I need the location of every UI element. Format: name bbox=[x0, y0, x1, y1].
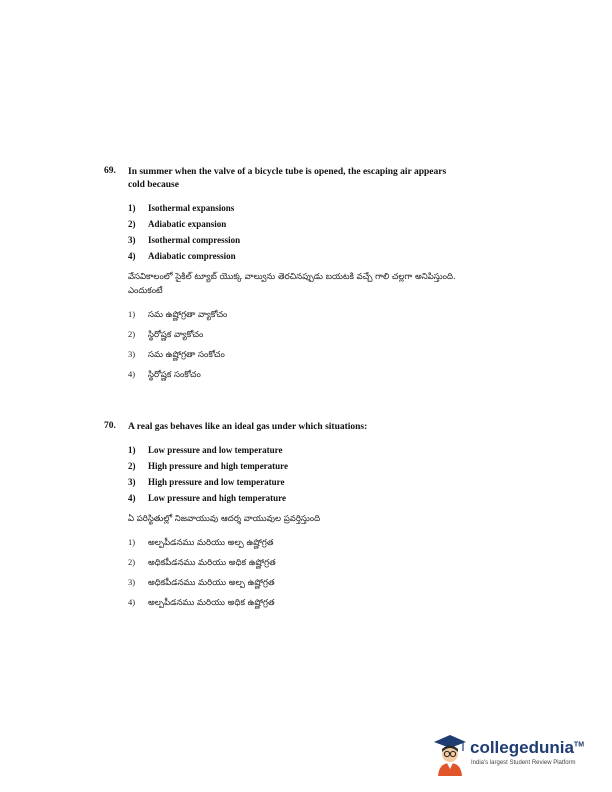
student-avatar-icon bbox=[432, 732, 468, 776]
telugu-option-3: 3) అధికపీడనము మరియు అల్ప ఉష్ణోగ్రత bbox=[128, 577, 275, 588]
logo-wordmark: collegedunia™ bbox=[470, 738, 585, 757]
collegedunia-logo[interactable] bbox=[432, 732, 592, 776]
telugu-option-2: 2) స్థిరోష్ణక వ్యాకోచం bbox=[128, 329, 204, 340]
logo-tagline: India's largest Student Review Platform bbox=[471, 760, 576, 766]
question-text: A real gas behaves like an ideal gas under which situations: bbox=[128, 422, 368, 432]
option-3: 3) Isothermal compression bbox=[128, 235, 241, 245]
telugu-option-4: 4) అల్పపీడనము మరియు అధిక ఉష్ణోగ్రత bbox=[128, 597, 275, 608]
option-3: 3) High pressure and low temperature bbox=[128, 477, 285, 487]
question-70 bbox=[104, 421, 458, 612]
telugu-option-1: 1) సమ ఉష్ణోగ్రతా వ్యాకోచం bbox=[128, 309, 228, 320]
question-text: In summer when the valve of a bicycle tube is opened, the escaping air appears cold because bbox=[128, 167, 447, 190]
option-2: 2) Adiabatic expansion bbox=[128, 219, 227, 229]
telugu-option-list bbox=[128, 304, 458, 384]
option-1: 1) Low pressure and low temperature bbox=[128, 445, 283, 455]
option-list bbox=[128, 200, 458, 264]
telugu-option-1: 1) అల్పపీడనము మరియు అల్ప ఉష్ణోగ్రత bbox=[128, 537, 274, 548]
option-4: 4) Adiabatic compression bbox=[128, 251, 236, 261]
telugu-option-4: 4) స్థిరోష్ణక సంకోచం bbox=[128, 369, 201, 380]
question-69 bbox=[104, 166, 458, 384]
telugu-option-3: 3) సమ ఉష్ణోగ్రతా సంకోచం bbox=[128, 349, 225, 360]
option-1: 1) Isothermal expansions bbox=[128, 203, 235, 213]
telugu-question-text: వేసవికాలంలో సైకిల్ ట్యూబ్ యొక్క వాల్వును తెరచినప్పుడు బయటకి వచ్చే గాలి చల్లగా అనిపిస్తుంది. ఎందుకంటే bbox=[128, 272, 456, 296]
option-4: 4) Low pressure and high temperature bbox=[128, 493, 287, 503]
option-2: 2) High pressure and high temperature bbox=[128, 461, 289, 471]
telugu-option-list bbox=[128, 532, 458, 612]
telugu-question-text: ఏ పరిస్థితుల్లో నిజవాయువు ఆదర్శ వాయువుల ప్రవర్తిస్తుంది bbox=[128, 514, 321, 524]
option-list bbox=[128, 442, 458, 506]
telugu-option-2: 2) అధికపీడనము మరియు అధిక ఉష్ణోగ్రత bbox=[128, 557, 276, 568]
question-number: 69. bbox=[104, 166, 116, 176]
question-number: 70. bbox=[104, 421, 116, 431]
